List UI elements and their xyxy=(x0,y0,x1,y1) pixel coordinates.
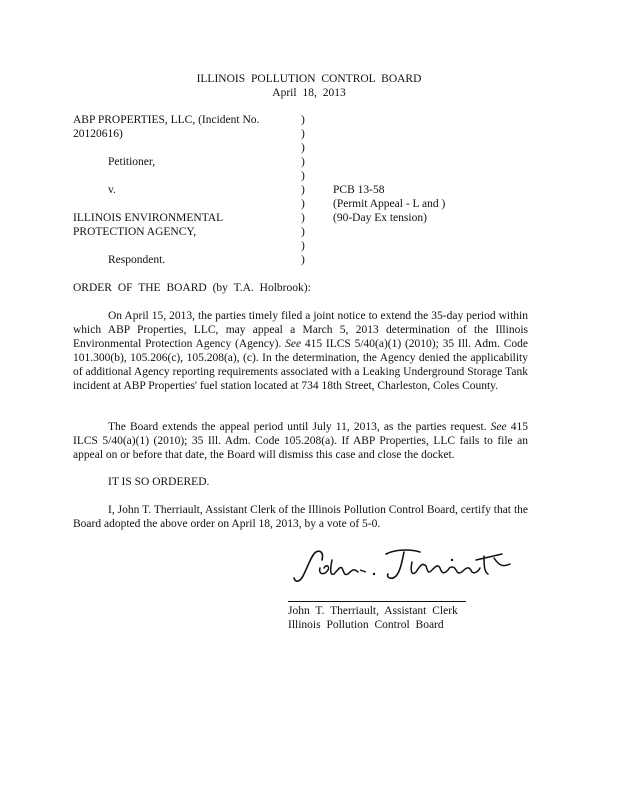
petitioner-name-line2: 20120616) xyxy=(73,128,123,140)
paragraph-2-text-b: 415 ILCS 5/40(a)(1) (2010); 35 Ill. Adm. Code 105.208(a). If ABP Properties, LLC fails to file an appeal on or before that date, the Board will dismiss this case and close the docket. xyxy=(73,421,529,461)
paragraph-so-ordered xyxy=(73,475,528,489)
signature-line xyxy=(288,601,466,602)
paren: ) xyxy=(301,170,305,182)
agency-title: ILLINOIS POLLUTION CONTROL BOARD xyxy=(196,73,422,85)
case-number: PCB 13-58 xyxy=(333,184,385,196)
order-title: ORDER OF THE BOARD (by T.A. Holbrook): xyxy=(73,282,311,294)
petitioner-name-line1: ABP PROPERTIES, LLC, (Incident No. xyxy=(73,114,260,126)
signature-block xyxy=(288,604,458,632)
case-caption xyxy=(73,113,553,273)
paren: ) xyxy=(301,156,305,168)
paren: ) xyxy=(301,198,305,210)
citation-signal: See xyxy=(285,338,302,350)
signer-name-title: John T. Therriault, Assistant Clerk xyxy=(288,605,458,617)
paragraph-certification xyxy=(73,503,528,531)
respondent-name-line1: ILLINOIS ENVIRONMENTAL xyxy=(73,212,224,224)
signer-organization: Illinois Pollution Control Board xyxy=(288,619,444,631)
so-ordered-text: IT IS SO ORDERED. xyxy=(108,476,210,488)
paragraph-1-text-a: On April 15, 2013, the parties timely filed a joint notice to extend the 35-day period within which ABP Properties, LLC, may appeal a March 5, 2013 determination of the Illinois Environmental Protection Agency (Agency). xyxy=(73,310,528,350)
paragraph-2 xyxy=(73,420,528,462)
order-date: April 18, 2013 xyxy=(272,87,346,99)
petitioner-role: Petitioner, xyxy=(108,156,156,168)
paren: ) xyxy=(301,114,305,126)
respondent-name-line2: PROTECTION AGENCY, xyxy=(73,226,197,238)
paragraph-2-text-a: The Board extends the appeal period until July 11, 2013, as the parties request. xyxy=(108,421,487,433)
paren: ) xyxy=(301,226,305,238)
handwritten-signature xyxy=(288,540,528,590)
case-type: (Permit Appeal - L and ) xyxy=(333,198,446,210)
document-header xyxy=(0,72,618,100)
paren: ) xyxy=(301,212,305,224)
versus-label: v. xyxy=(108,184,116,196)
paren: ) xyxy=(301,240,305,252)
case-detail: (90-Day Ex tension) xyxy=(333,212,427,224)
paren: ) xyxy=(301,128,305,140)
citation-signal: See xyxy=(490,421,507,433)
caption-parties xyxy=(73,113,298,267)
paragraph-1-text-b: 415 ILCS 5/40(a)(1) (2010); 35 Ill. Adm. Code 101.300(b), 105.206(c), 105.208(a), (c). In the determination, the Agency denied the applicability of additional Agency reporting requirements associated with a Leaking Underground Storage Tank incident at ABP Properties' fuel station located at 734 18th Street, Charleston, Coles County. xyxy=(73,338,529,392)
paragraph-1 xyxy=(73,309,528,393)
paren: ) xyxy=(301,184,305,196)
certification-text: I, John T. Therriault, Assistant Clerk of the Illinois Pollution Control Board, certify that the Board adopted the above order on April 18, 2013, by a vote of 5-0. xyxy=(73,504,528,530)
caption-parentheses xyxy=(301,113,311,267)
paren: ) xyxy=(301,254,305,266)
respondent-role: Respondent. xyxy=(108,254,166,266)
paren: ) xyxy=(301,142,305,154)
case-info xyxy=(333,183,553,225)
